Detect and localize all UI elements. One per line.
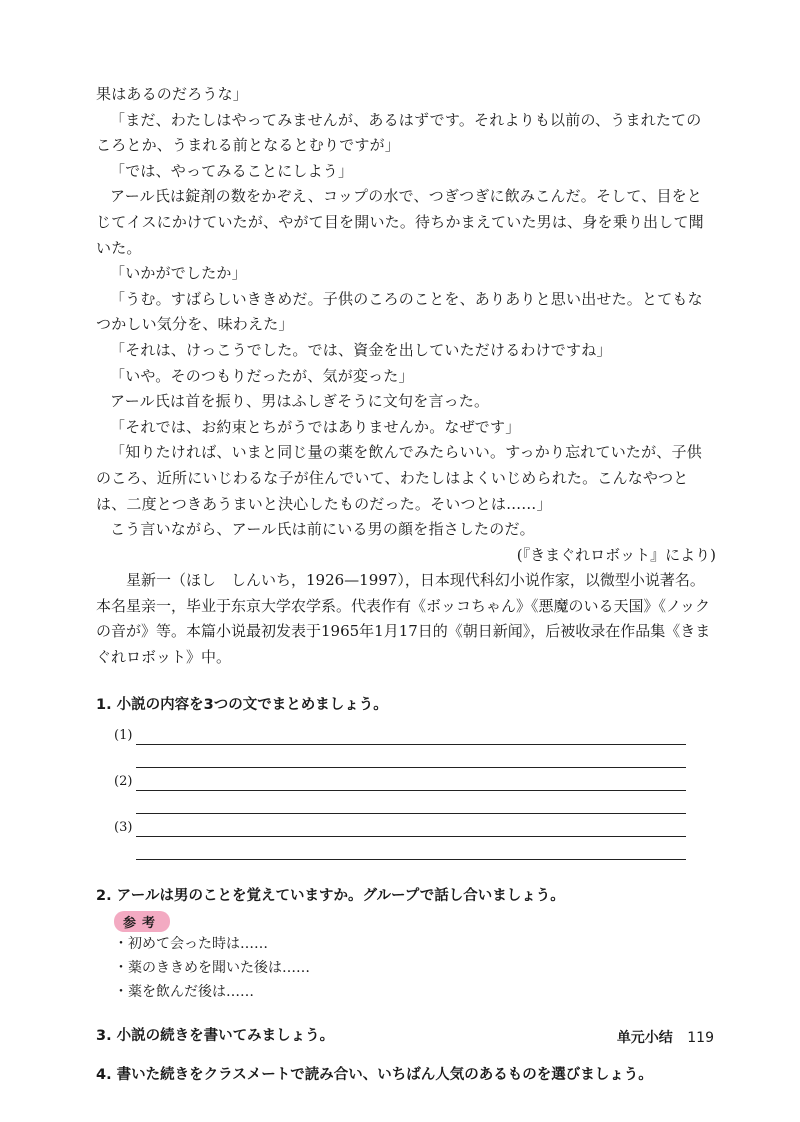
write-line[interactable] <box>136 776 686 791</box>
task-4 <box>96 1063 716 1084</box>
page-content <box>96 82 716 1084</box>
story-paragraph: こう言いながら、アール氏は前にいる男の顔を指さしたのだ。 <box>110 520 535 539</box>
task-number: 1. <box>96 696 112 713</box>
story-paragraph: 「いかがでしたか」 <box>110 264 247 283</box>
answer-label: (3) <box>114 819 133 835</box>
story-paragraph: 「それでは、お約束とちがうではありませんか。なぜです」 <box>110 417 521 436</box>
reference-item: ・初めて会った時は…… <box>114 935 268 952</box>
write-line[interactable] <box>136 799 686 814</box>
story-paragraph: 「知りたければ、いまと同じ量の薬を飲んでみたらいい。すっかり忘れていたが、子供のころ、近所にいじわるな子が住んでいて、わたしはよくいじめられた。こんなやつとは、二度とつきあうまいと決心したものだった。そいつとは……」 <box>96 443 702 513</box>
answer-label: (1) <box>114 727 133 743</box>
answer-line-3[interactable] <box>114 814 686 837</box>
story-paragraph: 「いや。そのつもりだったが、気が変った」 <box>110 366 414 385</box>
write-line[interactable] <box>136 753 686 768</box>
write-line[interactable] <box>136 822 686 837</box>
story-paragraph: 「それは、けっこうでした。では、資金を出していただけるわけですね」 <box>110 340 612 359</box>
task-2 <box>96 884 716 905</box>
story-paragraph: アール氏は錠剤の数をかぞえ、コップの水で、つぎつぎに飲みこんだ。そして、目をとじてイスにかけていたが、やがて目を開いた。待ちかまえていた男は、身を乗り出して聞いた。 <box>96 187 704 257</box>
answer-line-2[interactable] <box>114 768 686 791</box>
answer-line-2b[interactable] <box>114 791 686 814</box>
answer-label: (2) <box>114 773 133 789</box>
answer-lines <box>114 722 686 860</box>
source-citation: (『きまぐれロボット』により) <box>516 545 716 564</box>
reference-badge: 参考 <box>114 911 170 932</box>
story-paragraph: 「まだ、わたしはやってみませんが、あるはずです。それよりも以前の、うまれたてのころとか、うまれる前となるとむりですが」 <box>96 110 702 155</box>
task-text: 小説の続きを書いてみましょう。 <box>116 1027 335 1044</box>
write-line[interactable] <box>136 730 686 745</box>
answer-line-1[interactable] <box>114 722 686 745</box>
page-footer <box>580 1027 714 1047</box>
story-paragraph: アール氏は首を振り、男はふしぎそうに文句を言った。 <box>110 392 490 411</box>
task-number: 4. <box>96 1066 112 1083</box>
author-note: 星新一（ほし しんいち，1926—1997），日本现代科幻小说作家，以微型小说著名。本名星亲一，毕业于东京大学农学系。代表作有《ボッコちゃん》《悪魔のいる天国》《ノックの音が》等。本篇小说最初发表于1965年1月17日的《朝日新闻》，后被收录在作品集《きまぐれロボット》中。 <box>96 571 711 667</box>
page-number: 119 <box>687 1030 714 1046</box>
story-paragraph: 果はあるのだろうな」 <box>96 85 249 103</box>
reference-item: ・薬を飲んだ後は…… <box>114 983 254 1000</box>
story-text <box>96 82 716 543</box>
answer-line-3b[interactable] <box>114 837 686 860</box>
task-text: 書いた続きをクラスメートで読み合い、いちばん人気のあるものを選びましょう。 <box>116 1066 653 1083</box>
answer-line-1b[interactable] <box>114 745 686 768</box>
footer-label: 单元小结 <box>616 1030 673 1046</box>
write-line[interactable] <box>136 845 686 860</box>
task-text: アールは男のことを覚えていますか。グループで話し合いましょう。 <box>116 887 565 904</box>
story-paragraph: 「では、やってみることにしよう」 <box>110 161 354 180</box>
task-text: 小説の内容を3つの文でまとめましょう。 <box>116 696 388 713</box>
story-paragraph: 「うむ。すばらしいききめだ。子供のころのことを、ありありと思い出せた。とてもなつかしい気分を、味わえた」 <box>96 289 703 334</box>
task-number: 2. <box>96 887 112 904</box>
task-1 <box>96 693 716 714</box>
reference-box <box>114 911 716 1004</box>
task-number: 3. <box>96 1027 112 1044</box>
reference-item: ・薬のききめを聞いた後は…… <box>114 959 310 976</box>
